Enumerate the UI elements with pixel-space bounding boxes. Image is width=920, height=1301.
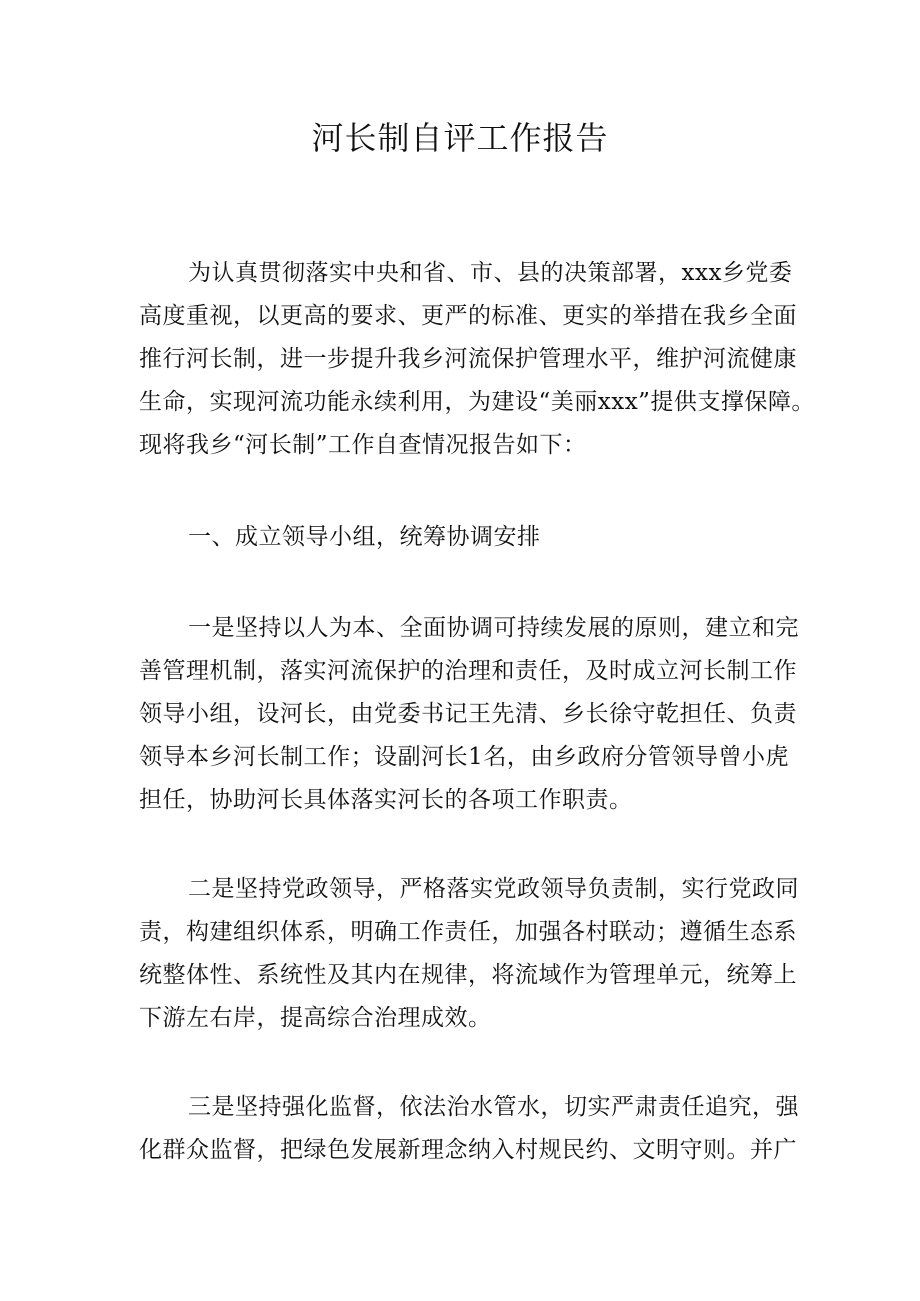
para1-line-5: 担任，协助河长具体落实河长的各项工作职责。	[139, 787, 633, 813]
para2-line-1: 二是坚持党政领导，严格落实党政领导负责制，实行党政同	[188, 876, 799, 902]
para3-line-1: 三是坚持强化监督，依法治水管水，切实严肃责任追究，强	[188, 1094, 799, 1120]
para1-line-3: 领导小组，设河长，由党委书记王先清、乡长徐守乾担任、负责	[139, 701, 797, 727]
intro-line-1: 为认真贯彻落实中央和省、市、县的决策部署，xxx乡党委	[188, 260, 793, 286]
intro-line-4: 生命，实现河流功能永续利用，为建设“美丽xxx”提供支撑保障。	[139, 389, 815, 415]
intro-line-5: 现将我乡“河长制”工作自查情况报告如下：	[139, 432, 587, 458]
para2-line-4: 下游左右岸，提高综合治理成效。	[139, 1005, 492, 1031]
para2-line-3: 统整体性、系统性及其内在规律，将流域作为管理单元，统筹上	[139, 962, 797, 988]
intro-line-3: 推行河长制，进一步提升我乡河流保护管理水平，维护河流健康	[139, 346, 797, 372]
para3-line-2: 化群众监督，把绿色发展新理念纳入村规民约、文明守则。并广	[139, 1137, 797, 1163]
para1-line-2: 善管理机制，落实河流保护的治理和责任，及时成立河长制工作	[139, 658, 797, 684]
intro-line-2: 高度重视，以更高的要求、更严的标准、更实的举措在我乡全面	[139, 303, 797, 329]
document-title: 河长制自评工作报告	[311, 119, 609, 157]
para1-line-4: 领导本乡河长制工作；设副河长1名，由乡政府分管领导曾小虎	[139, 744, 789, 770]
section-heading-1: 一、成立领导小组，统筹协调安排	[188, 524, 541, 550]
para1-line-1: 一是坚持以人为本、全面协调可持续发展的原则，建立和完	[188, 615, 799, 641]
para2-line-2: 责，构建组织体系，明确工作责任，加强各村联动；遵循生态系	[139, 919, 797, 945]
